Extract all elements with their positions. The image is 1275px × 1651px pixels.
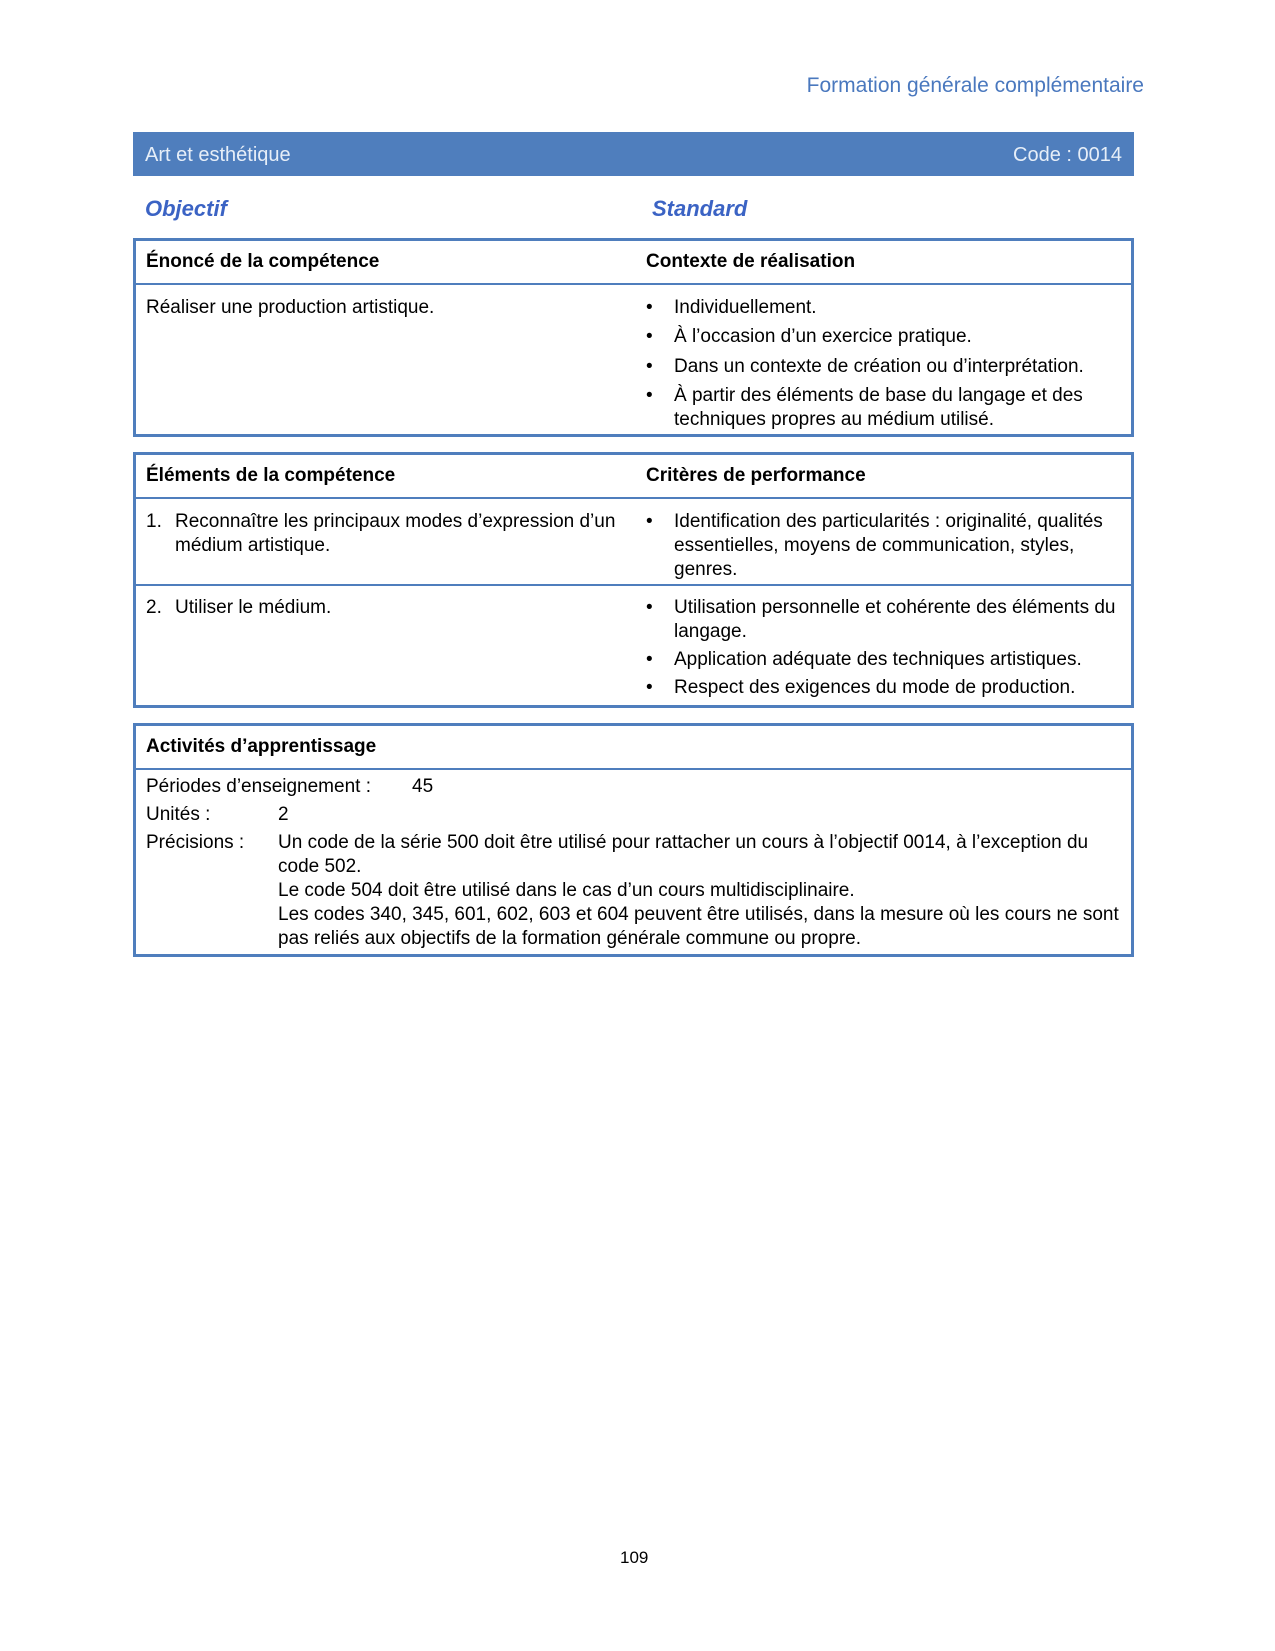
units-label: Unités : [146, 804, 211, 825]
element-number: 2. [146, 597, 162, 618]
criteria-item: • Application adéquate des techniques artistiques. [674, 648, 1124, 672]
context-item: • À partir des éléments de base du langage et des techniques propres au médium utilisé. [674, 384, 1124, 432]
activities-box [133, 723, 1134, 957]
element-number: 1. [146, 511, 162, 532]
periods-value: 45 [412, 776, 434, 797]
activities-header: Activités d’apprentissage [146, 736, 377, 757]
competence-header-row [136, 241, 1131, 285]
periods-label: Périodes d’enseignement : [146, 776, 371, 797]
details-label: Précisions : [146, 832, 245, 853]
activities-header-row [136, 726, 1131, 770]
subject-name: Art et esthétique [145, 144, 291, 166]
elements-box [133, 452, 1134, 708]
details-item: Les codes 340, 345, 601, 602, 603 et 604 peuvent être utilisés, dans la mesure où les cours ne sont pas reliés aux objectifs de la formation générale commune ou propre. [278, 904, 1119, 949]
element-text: Utiliser le médium. [175, 597, 332, 618]
context-item: • Individuellement. [674, 296, 1124, 320]
element-text: Reconnaître les principaux modes d’expression d’un médium artistique. [175, 511, 616, 556]
standard-label: Standard [652, 196, 748, 221]
context-item: • Dans un contexte de création ou d’interprétation. [674, 355, 1124, 379]
page-number: 109 [620, 1548, 649, 1567]
units-value: 2 [278, 804, 289, 825]
criteria-header: Critères de performance [646, 465, 866, 486]
criteria-item: • Respect des exigences du mode de production. [674, 676, 1124, 700]
program-title: Formation générale complémentaire [806, 74, 1144, 97]
objective-label: Objectif [145, 196, 227, 221]
elements-header-row [136, 455, 1131, 499]
context-header: Contexte de réalisation [646, 251, 856, 272]
details-item: Un code de la série 500 doit être utilisé pour rattacher un cours à l’objectif 0014, à l’exception du code 502. [278, 832, 1089, 877]
criteria-item: • Identification des particularités : originalité, qualités essentielles, moyens de communication, styles, genres. [674, 510, 1124, 582]
statement-header: Énoncé de la compétence [146, 251, 380, 272]
elements-header: Éléments de la compétence [146, 465, 396, 486]
subject-title-bar [133, 132, 1134, 176]
subject-code: Code : 0014 [1013, 144, 1122, 166]
competence-statement: Réaliser une production artistique. [146, 297, 435, 318]
row-divider [136, 584, 1131, 586]
criteria-item: • Utilisation personnelle et cohérente des éléments du langage. [674, 596, 1124, 644]
context-item: • À l’occasion d’un exercice pratique. [674, 325, 1124, 349]
details-item: Le code 504 doit être utilisé dans le cas d’un cours multidisciplinaire. [278, 880, 855, 901]
competence-box [133, 238, 1134, 437]
